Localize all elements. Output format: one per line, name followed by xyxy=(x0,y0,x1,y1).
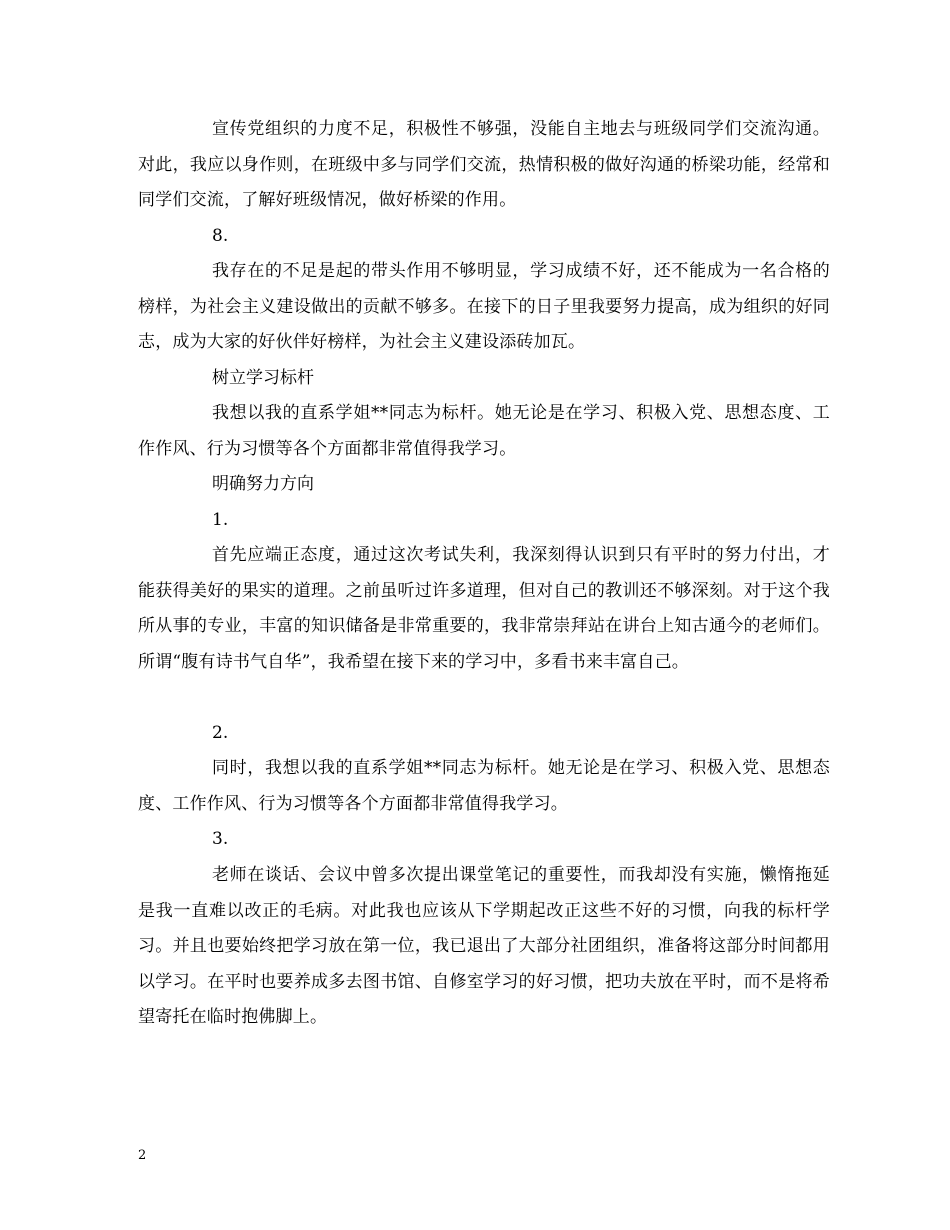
heading-clear-direction: 明确努力方向 xyxy=(212,474,314,494)
item-number-1: 1. xyxy=(212,510,229,530)
paragraph-shortcomings: 我存在的不足是起的带头作用不够明显，学习成绩不好，还不能成为一名合格的榜样，为社会主义建设做出的贡献不够多。在接下的日子里我要努力提高，成为组织的好同志，成为大家的好伙伴好榜样，为社会主义建设添砖加瓦。 xyxy=(138,261,830,352)
paragraph-follow-model: 同时，我想以我的直系学姐**同志为标杆。她无论是在学习、积极入党、思想态度、工作作风、行为习惯等各个方面都非常值得我学习。 xyxy=(138,758,830,814)
item-number-8: 8. xyxy=(212,226,229,246)
heading-set-learning-model: 树立学习标杆 xyxy=(212,368,314,388)
paragraph-party-promotion: 宣传党组织的力度不足，积极性不够强，没能自主地去与班级同学们交流沟通。对此，我应以身作则，在班级中多与同学们交流，热情积极的做好沟通的桥梁功能，经常和同学们交流，了解好班级情况，做好桥梁的作用。 xyxy=(138,119,830,210)
page-number: 2 xyxy=(138,1148,147,1163)
item-number-3: 3. xyxy=(212,829,229,849)
paragraph-correct-attitude: 首先应端正态度，通过这次考试失利，我深刻得认识到只有平时的努力付出，才能获得美好的果实的道理。之前虽听过许多道理，但对自己的教训还不够深刻。对于这个我所从事的专业，丰富的知识储备是非常重要的，我非常崇拜站在讲台上知古通今的老师们。所谓“腹有诗书气自华”，我希望在接下来的学习中，多看书来丰富自己。 xyxy=(138,545,830,672)
paragraph-class-notes: 老师在谈话、会议中曾多次提出课堂笔记的重要性，而我却没有实施，懒惰拖延是我一直难以改正的毛病。对此我也应该从下学期起改正这些不好的习惯，向我的标杆学习。并且也要始终把学习放在第一位，我已退出了大部分社团组织，准备将这部分时间都用以学习。在平时也要养成多去图书馆、自修室学习的好习惯，把功夫放在平时，而不是将希望寄托在临时抱佛脚上。 xyxy=(138,865,830,1027)
item-number-2: 2. xyxy=(212,723,229,743)
paragraph-role-model: 我想以我的直系学姐**同志为标杆。她无论是在学习、积极入党、思想态度、工作作风、行为习惯等各个方面都非常值得我学习。 xyxy=(138,403,830,459)
